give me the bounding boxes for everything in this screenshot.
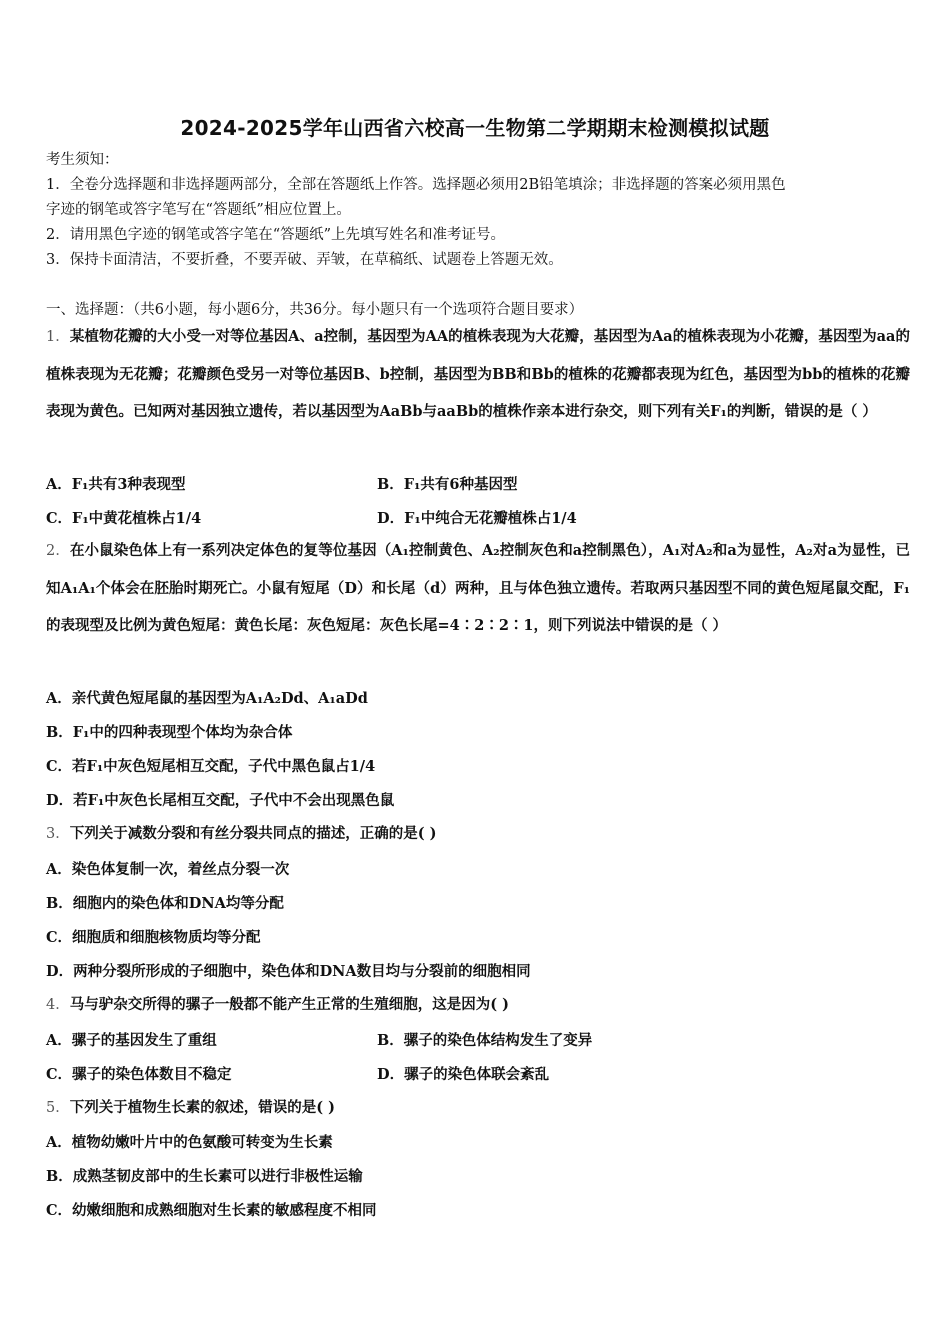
question-number: 3． [46,826,70,842]
section-heading: 一、选择题：（共6小题，每小题6分，共36分。每小题只有一个选项符合题目要求） [46,302,584,318]
q5-option-b: B．成熟茎韧皮部中的生长素可以进行非极性运输 [46,1168,363,1185]
question-number: 5． [46,1100,70,1116]
q3-option-c: C．细胞质和细胞核物质均等分配 [46,929,261,946]
notice-block [46,148,906,273]
q5-option-a: A．植物幼嫩叶片中的色氨酸可转变为生长素 [46,1134,333,1151]
question-number: 1． [46,329,70,345]
question-4 [46,986,910,1024]
notice-item-3: 3．保持卡面清洁，不要折叠，不要弄破、弄皱，在草稿纸、试题卷上答题无效。 [46,252,563,268]
q1-option-c: C．F₁中黄花植株占1/4 [46,510,202,527]
exam-title: 2024-2025学年山西省六校高一生物第二学期期末检测模拟试题 [180,116,770,140]
question-number: 4． [46,997,70,1013]
notice-item-1: 1．全卷分选择题和非选择题两部分，全部在答题纸上作答。选择题必须用2B铅笔填涂；非选择题的答案必须用黑色 [46,177,786,193]
question-2 [46,532,910,644]
q1-option-b: B．F₁共有6种基因型 [377,476,518,493]
q2-option-c: C．若F₁中灰色短尾相互交配，子代中黑色鼠占1/4 [46,758,376,775]
q2-option-d: D．若F₁中灰色长尾相互交配，子代中不会出现黑色鼠 [46,792,395,809]
question-1 [46,318,910,430]
q1-option-a: A．F₁共有3种表现型 [46,476,186,493]
q2-option-b: B．F₁中的四种表现型个体均为杂合体 [46,724,293,741]
q4-option-b: B．骡子的染色体结构发生了变异 [377,1032,593,1049]
question-text: 在小鼠染色体上有一系列决定体色的复等位基因（A₁控制黄色、A₂控制灰色和a控制黑色），A₁对A₂和a为显性，A₂对a为显性，已知A₁A₁个体会在胚胎时期死亡。小鼠有短尾（D）和长尾（d）两种，且与体色独立遗传。若取两只基因型不同的黄色短尾鼠交配，F₁的表现型及比例为黄色短尾：黄色长尾：灰色短尾：灰色长尾=4∶2∶2∶1，则下列说法中错误的是（ ） [46,542,911,634]
q5-option-c: C．幼嫩细胞和成熟细胞对生长素的敏感程度不相同 [46,1202,377,1219]
question-3 [46,815,910,853]
question-number: 2． [46,543,70,559]
q4-option-d: D．骡子的染色体联会紊乱 [377,1066,550,1083]
q4-option-a: A．骡子的基因发生了重组 [46,1032,217,1049]
question-5 [46,1089,910,1127]
q3-option-b: B．细胞内的染色体和DNA均等分配 [46,895,284,912]
question-text: 下列关于植物生长素的叙述，错误的是( ) [69,1099,336,1116]
notice-heading: 考生须知： [46,152,119,168]
question-text: 下列关于减数分裂和有丝分裂共同点的描述，正确的是( ) [69,825,437,842]
question-text: 某植物花瓣的大小受一对等位基因A、a控制，基因型为AA的植株表现为大花瓣，基因型为Aa的植株表现为小花瓣，基因型为aa的植株表现为无花瓣；花瓣颜色受另一对等位基因B、b控制，基因型为BB和Bb的植株的花瓣都表现为红色，基因型为bb的植株的花瓣表现为黄色。已知两对基因独立遗传，若以基因型为AaBb与aaBb的植株作亲本进行杂交，则下列有关F₁的判断，错误的是（ ） [46,328,910,420]
notice-item-1-cont: 字迹的钢笔或答字笔写在“答题纸”相应位置上。 [46,202,351,218]
notice-item-2: 2．请用黑色字迹的钢笔或答字笔在“答题纸”上先填写姓名和准考证号。 [46,227,506,243]
q3-option-d: D．两种分裂所形成的子细胞中，染色体和DNA数目均与分裂前的细胞相同 [46,963,531,980]
q2-option-a: A．亲代黄色短尾鼠的基因型为A₁A₂Dd、A₁aDd [46,690,368,707]
question-text: 马与驴杂交所得的骡子一般都不能产生正常的生殖细胞，这是因为( ) [69,996,510,1013]
q3-option-a: A．染色体复制一次，着丝点分裂一次 [46,861,290,878]
q1-option-d: D．F₁中纯合无花瓣植株占1/4 [377,510,577,527]
q4-option-c: C．骡子的染色体数目不稳定 [46,1066,232,1083]
